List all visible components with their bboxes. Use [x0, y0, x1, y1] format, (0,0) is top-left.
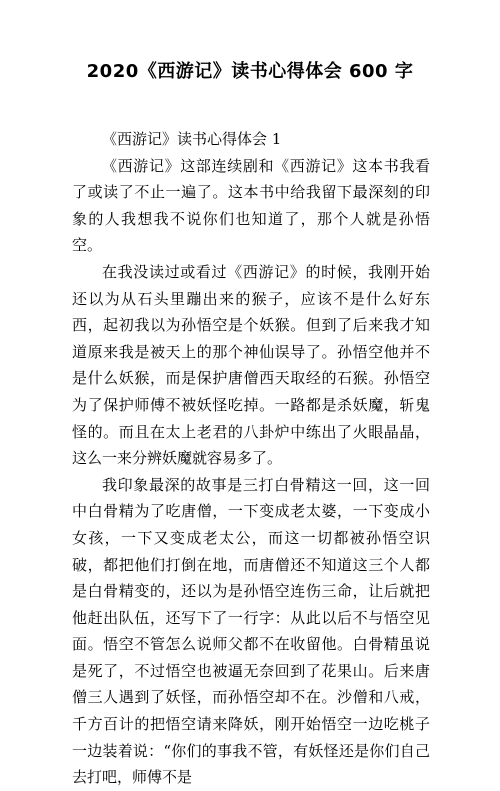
- paragraph-1: 《西游记》这部连续剧和《西游记》这本书我看了或读了不止一遍了。这本书中给我留下最深刻的印象的人我想我不说你们也知道了，那个人就是孙悟空。: [72, 156, 430, 255]
- document-body: [72, 126, 430, 791]
- document-title: 2020《西游记》读书心得体会 600 字: [86, 61, 414, 82]
- section-subheading: 《西游记》读书心得体会 1: [102, 130, 282, 148]
- paragraph-2: 在我没读过或看过《西游记》的时候，我刚开始还以为从石头里蹦出来的猴子，应该不是什么好东西，起初我以为孙悟空是个妖猴。但到了后来我才知道原来我是被天上的那个神仙误导了。孙悟空他并不是什么妖猴，而是保护唐僧西天取经的石猴。孙悟空为了保护师傅不被妖怪吃掉。一路都是杀妖魔，斩鬼怪的。而且在太上老君的八卦炉中练出了火眼晶晶，这么一来分辨妖魔就容易多了。: [72, 262, 430, 468]
- paragraph-3: 我印象最深的故事是三打白骨精这一回，这一回中白骨精为了吃唐僧，一下变成老太婆，一下变成小女孩，一下又变成老太公，而这一切都被孙悟空识破，都把他们打倒在地，而唐僧还不知道这三个人都是白骨精变的，还以为是孙悟空连伤三命，让后就把他赶出队伍，还写下了一行字：从此以后不与悟空见面。悟空不管怎么说师父都不在收留他。白骨精虽说是死了，不过悟空也被逼无奈回到了花果山。后来唐僧三人遇到了妖怪，而孙悟空却不在。沙僧和八戒，千方百计的把悟空请来降妖，刚开始悟空一边吃桃子一边装着说：“你们的事我不管，有妖怪还是你们自己去打吧，师傅不是: [72, 475, 430, 787]
